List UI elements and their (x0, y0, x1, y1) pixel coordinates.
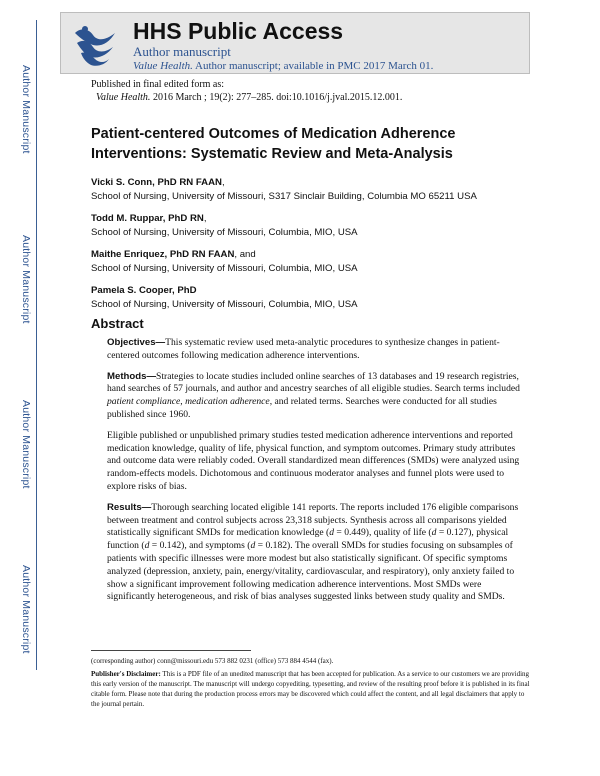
results-text: = 0.449), quality of life ( (334, 527, 432, 539)
search-term: patient compliance (107, 396, 181, 408)
side-label-author-manuscript: Author Manuscript (20, 235, 32, 324)
abstract-body (107, 337, 531, 612)
footnotes (91, 656, 531, 709)
results-label: Results— (107, 501, 152, 513)
abstract-methods (107, 371, 531, 422)
hhs-banner (60, 12, 530, 74)
abstract-eligibility: Eligible published or unpublished primary studies tested medication adherence interventions and reported medication knowledge, quality of life, physical function, and symptom outcomes. Primary study attributes and outcome data were reliably coded. Overall standardized mean differences (SMDs) were analyzed using random-effects models. Dichotomous and continuous moderator analyses and funnel plots were used to explore risks of bias. (107, 429, 520, 492)
d-symbol: d (250, 540, 256, 552)
results-text: = 0.182). The overall SMDs for studies focusing on subsamples of patients with specific illnesses were more modest but also statistically significant. Of specific symptoms analyzed (depression, anxiety, pain, energy/vitality, cardiovascular, and respiratory), only anxiety failed to show a significant improvement following medication adherence interventions. Most SMDs were significantly heterogeneous, and risk of bias analyses suggested links between study quality and SMDs. (107, 540, 515, 603)
author-affiliation: School of Nursing, University of Missouri, S317 Sinclair Building, Columbia MO 65211 USA (91, 191, 477, 202)
abstract-objectives (107, 337, 531, 363)
corresponding-author-note: (corresponding author) conn@missouri.edu 573 882 0231 (office) 573 884 4544 (fax). (91, 657, 334, 665)
banner-subtitle: Author manuscript (133, 44, 231, 59)
hhs-eagle-logo-icon (71, 19, 119, 69)
author-name-line (91, 248, 531, 262)
side-label-author-manuscript: Author Manuscript (20, 65, 32, 154)
author-affiliation: School of Nursing, University of Missouri, Columbia, MIO, USA (91, 299, 358, 310)
author-list (91, 176, 531, 320)
results-text: Thorough searching located eligible 141 reports. The reports included 176 eligible comparisons between treatment and control subjects across 23,318 subjects. Synthesis across all comparisons yielded statistically significant SMDs for medication knowledge ( (107, 501, 519, 539)
side-divider (36, 20, 37, 670)
banner-availability-text: Author manuscript; available in PMC 2017 March 01. (192, 60, 434, 72)
author-name-line (91, 212, 531, 226)
side-margin (0, 0, 36, 776)
methods-comma: , (180, 396, 186, 408)
article-title: Patient-centered Outcomes of Medication Adherence Interventions: Systematic Review and Meta-Analysis (91, 126, 456, 162)
author-entry (91, 284, 531, 312)
citation-journal: Value Health. (96, 92, 151, 103)
objectives-text: This systematic review used meta-analytic procedures to synthesize changes in patient-centered outcomes following medication adherence interventions. (107, 337, 500, 361)
objectives-label: Objectives— (107, 337, 166, 348)
disclaimer-text: This is a PDF file of an unedited manuscript that has been accepted for publication. As a service to our customers we are providing this early version of the manuscript. The manuscript will undergo copyediting, typesetting, and review of the resulting proof before it is published in its final citable form. Please note that during the production process errors may be discovered which could affect the content, and all legal disclaimers that apply to the journal pertain. (91, 670, 530, 708)
author-separator: , and (234, 249, 256, 260)
author-affiliation: School of Nursing, University of Missouri, Columbia, MIO, USA (91, 227, 358, 238)
results-text: = 0.142), and symptoms ( (149, 540, 251, 552)
abstract-heading: Abstract (91, 316, 144, 331)
author-name: Pamela S. Cooper, PhD (91, 285, 197, 296)
banner-availability-note (133, 60, 433, 72)
author-entry (91, 176, 531, 204)
methods-text: , and related terms. Searches were conducted for all studies published since 1960. (107, 396, 497, 420)
footnote-divider (91, 650, 251, 651)
abstract-results (107, 502, 531, 604)
d-symbol: d (144, 540, 150, 552)
author-separator: , (203, 213, 207, 224)
author-name: Todd M. Ruppar, PhD RN (91, 213, 204, 224)
author-name-line (91, 284, 531, 298)
publisher-disclaimer (91, 669, 531, 709)
methods-label: Methods— (107, 370, 157, 382)
d-symbol: d (431, 527, 437, 539)
banner-title: HHS Public Access (133, 18, 344, 44)
citation-details: 2016 March ; 19(2): 277–285. doi:10.1016/j.jval.2015.12.001. (150, 92, 403, 103)
author-name: Vicki S. Conn, PhD RN FAAN (91, 177, 222, 188)
author-separator: , (221, 177, 225, 188)
author-name-line (91, 176, 531, 190)
banner-journal: Value Health. (133, 60, 193, 72)
author-entry (91, 248, 531, 276)
search-term: medication adherence (185, 396, 270, 408)
side-label-author-manuscript: Author Manuscript (20, 565, 32, 654)
published-in-label: Published in final edited form as: (91, 79, 225, 90)
d-symbol: d (329, 527, 335, 539)
author-affiliation: School of Nursing, University of Missouri, Columbia, MIO, USA (91, 263, 358, 274)
author-entry (91, 212, 531, 240)
citation (91, 91, 402, 104)
results-text: = 0.127), physical function ( (107, 527, 509, 552)
author-name: Maithe Enriquez, PhD RN FAAN (91, 249, 235, 260)
publication-info (91, 78, 402, 104)
side-label-author-manuscript: Author Manuscript (20, 400, 32, 489)
methods-text: Strategies to locate studies included online searches of 13 databases and 19 research registries, hand searches of 57 journals, and author and ancestry searches of all eligible studies. Search terms included (107, 370, 520, 395)
disclaimer-label: Publisher's Disclaimer: (91, 670, 161, 678)
